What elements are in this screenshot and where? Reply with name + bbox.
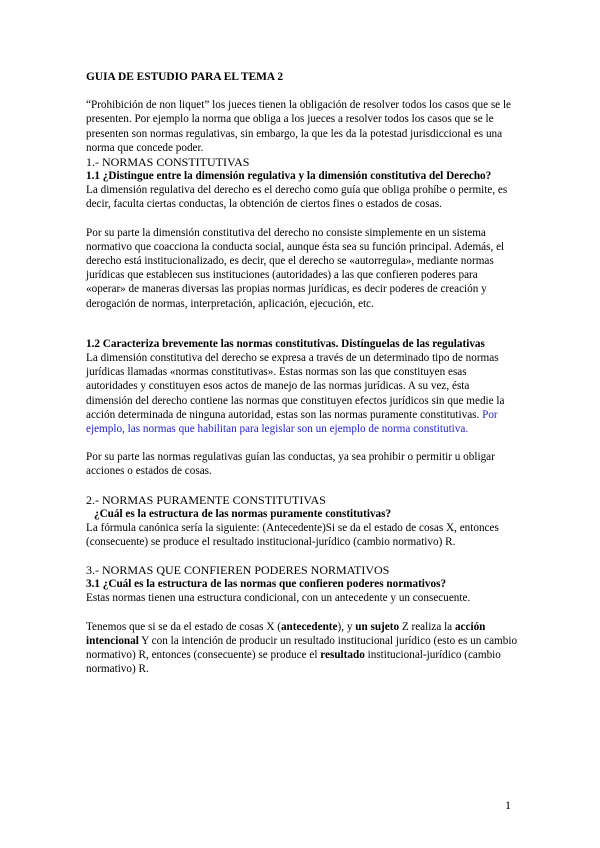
text-run: institucional-jurídico (cambio normativo) R.: [86, 649, 501, 676]
bold-antecedente: antecedente: [280, 620, 338, 633]
section-3-heading: 3.- NORMAS QUE CONFIEREN PODERES NORMATIVOS: [86, 563, 390, 578]
paragraph-antecedente: [86, 620, 518, 677]
bold-accion: acción intencional: [86, 620, 486, 647]
text-run: Tenemos que si se da el estado de cosas X (: [86, 620, 281, 633]
text-run: Z realiza la: [399, 620, 455, 633]
paragraph-constitutiva: Por su parte la dimensión constitutiva del derecho no consiste simplemente en un sistema normativo que coacciona la conducta social, aunque ésta sea su función principal. Además, el derecho está institucionalizado, es decir, que el derecho se «autorregula», mediante normas jurídicas que establecen sus instituciones (autoridades) a las que confieren poderes para «operar» de maneras diversas las propias normas jurídicas, es decir poderes de creación y derogación de normas, interpretación, aplicación, ejecución, etc.: [86, 226, 505, 310]
spacer: [86, 549, 518, 563]
spacer: [86, 479, 518, 493]
page-number: 1: [505, 798, 511, 812]
bold-resultado: resultado: [320, 649, 365, 662]
paragraph-estructura: Estas normas tienen una estructura condicional, con un antecedente y un consecuente.: [86, 592, 471, 605]
spacer: [86, 436, 518, 450]
document-body: [86, 70, 518, 677]
spacer: [86, 311, 518, 337]
text-run: Y con la intención de producir un resultado institucional jurídico (esto es un cambio normativo) R, entonces (consecuente) se produce el: [86, 634, 518, 662]
text-run: ), y: [337, 620, 356, 633]
document-title: GUIA DE ESTUDIO PARA EL TEMA 2: [86, 71, 284, 83]
example-text: Por ejemplo, las normas que habilitan para legislar son un ejemplo de norma constitutiva.: [86, 408, 498, 436]
paragraph-formula: La fórmula canónica sería la siguiente: (Antecedente)Si se da el estado de cosas X, entonces (consecuente) se produce el resultado institucional-jurídico (cambio normativo) R.: [86, 521, 499, 549]
section-2-heading: 2.- NORMAS PURAMENTE CONSTITUTIVAS: [86, 492, 326, 507]
spacer: [86, 212, 518, 226]
question-1-1: 1.1 ¿Distingue entre la dimensión regulativa y la dimensión constitutiva del Derecho?: [86, 170, 492, 183]
paragraph-normas-constitutivas: [86, 351, 518, 436]
paragraph-text: La dimensión constitutiva del derecho se expresa a través de un determinado tipo de normas jurídicas llamadas «normas constitutivas». Estas normas son las que constituyen esas autoridades y constituyen esos actos de manejo de las normas jurídicas. A su vez, ésta dimensión del derecho contiene las normas que constituyen efectos jurídicos sin que medie la acción determinada de ninguna autoridad, estas son las normas puramente constitutivas.: [86, 352, 505, 421]
paragraph-normas-regulativas: Por su parte las normas regulativas guían las conductas, ya sea prohibir o permitir u obligar acciones o estados de cosas.: [86, 451, 495, 478]
question-3-1: 3.1 ¿Cuál es la estructura de las normas que confieren poderes normativos?: [86, 578, 447, 591]
bold-sujeto: un sujeto: [355, 620, 400, 633]
question-2: ¿Cuál es la estructura de las normas puramente constitutivas?: [94, 507, 392, 520]
paragraph-regulativa: La dimensión regulativa del derecho es el derecho como guía que obliga prohíbe o permite, es decir, faculta ciertas conductas, la obtención de ciertos fines o estados de cosas.: [86, 184, 508, 211]
question-1-2: 1.2 Caracteriza brevemente las normas constitutivas. Distínguelas de las regulativas: [86, 337, 485, 350]
intro-paragraph: “Prohibición de non liquet” los jueces tienen la obligación de resolver todos los casos que se le presenten. Por ejemplo la norma que obliga a los jueces a resolver todos los casos que se le presenten son normas regulativas, sin embargo, la que les da la potestad jurisdiccional es una norma que concede poder.: [86, 99, 512, 154]
section-1-heading: 1.- NORMAS CONSTITUTIVAS: [86, 155, 250, 170]
spacer: [86, 606, 518, 620]
